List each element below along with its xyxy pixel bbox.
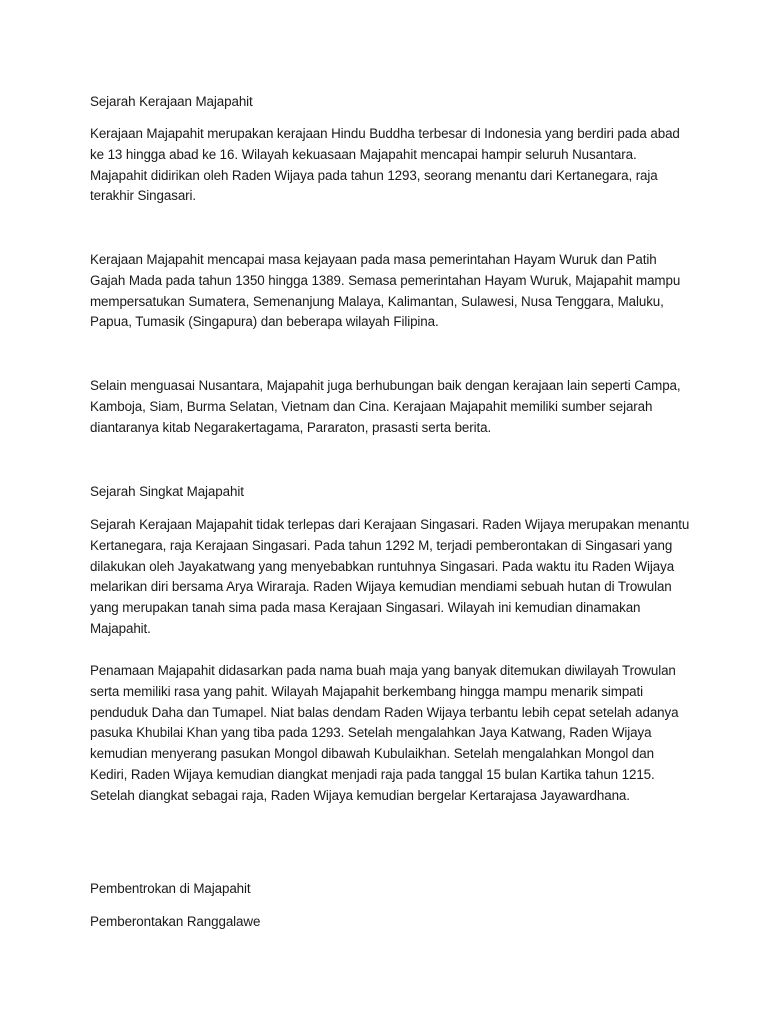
paragraph: Kerajaan Majapahit merupakan kerajaan Hindu Buddha terbesar di Indonesia yang berdiri pada abad ke 13 hingga abad ke 16. Wilayah kekuasaan Majapahit mencapai hampir seluruh Nusantara. Majapahit didirikan oleh Raden Wijaya pada tahun 1293, seorang menantu dari Kertanegara, raja terakhir Singasari. — [90, 126, 680, 204]
paragraph: Selain menguasai Nusantara, Majapahit juga berhubungan baik dengan kerajaan lain seperti Campa, Kamboja, Siam, Burma Selatan, Vietnam dan Cina. Kerajaan Majapahit memiliki sumber sejarah diantaranya kitab Negarakertagama, Pararaton, prasasti serta berita. — [90, 378, 681, 435]
paragraph: Sejarah Kerajaan Majapahit tidak terlepas dari Kerajaan Singasari. Raden Wijaya merupakan menantu Kertanegara, raja Kerajaan Singasari. Pada tahun 1292 M, terjadi pemberontakan di Singasari yang dilakukan oleh Jayakatwang yang menyebabkan runtuhnya Singasari. Pada waktu itu Raden Wijaya melarikan diri bersama Arya Wiraraja. Raden Wijaya kemudian mendiami sebuah hutan di Trowulan yang merupakan tanah sima pada masa Kerajaan Singasari. Wilayah ini kemudian dinamakan Majapahit. — [90, 517, 690, 636]
section-heading: Sejarah Singkat Majapahit — [90, 484, 244, 499]
section-heading: Pembentrokan di Majapahit — [90, 881, 251, 896]
document-title: Sejarah Kerajaan Majapahit — [90, 94, 253, 109]
subsection-heading: Pemberontakan Ranggalawe — [90, 914, 261, 929]
paragraph: Penamaan Majapahit didasarkan pada nama buah maja yang banyak ditemukan diwilayah Trowulan serta memiliki rasa yang pahit. Wilayah Majapahit berkembang hingga mampu menarik simpati penduduk Daha dan Tumapel. Niat balas dendam Raden Wijaya terbantu lebih cepat setelah adanya pasuka Khubilai Khan yang tiba pada 1293. Setelah mengalahkan Jaya Katwang, Raden Wijaya kemudian menyerang pasukan Mongol dibawah Kubulaikhan. Setelah mengalahkan Mongol dan Kediri, Raden Wijaya kemudian diangkat menjadi raja pada tanggal 15 bulan Kartika tahun 1215. Setelah diangkat sebagai raja, Raden Wijaya kemudian bergelar Kertarajasa Jayawardhana. — [90, 663, 679, 803]
paragraph: Kerajaan Majapahit mencapai masa kejayaan pada masa pemerintahan Hayam Wuruk dan Patih Gajah Mada pada tahun 1350 hingga 1389. Semasa pemerintahan Hayam Wuruk, Majapahit mampu mempersatukan Sumatera, Semenanjung Malaya, Kalimantan, Sulawesi, Nusa Tenggara, Maluku, Papua, Tumasik (Singapura) dan beberapa wilayah Filipina. — [90, 252, 681, 330]
